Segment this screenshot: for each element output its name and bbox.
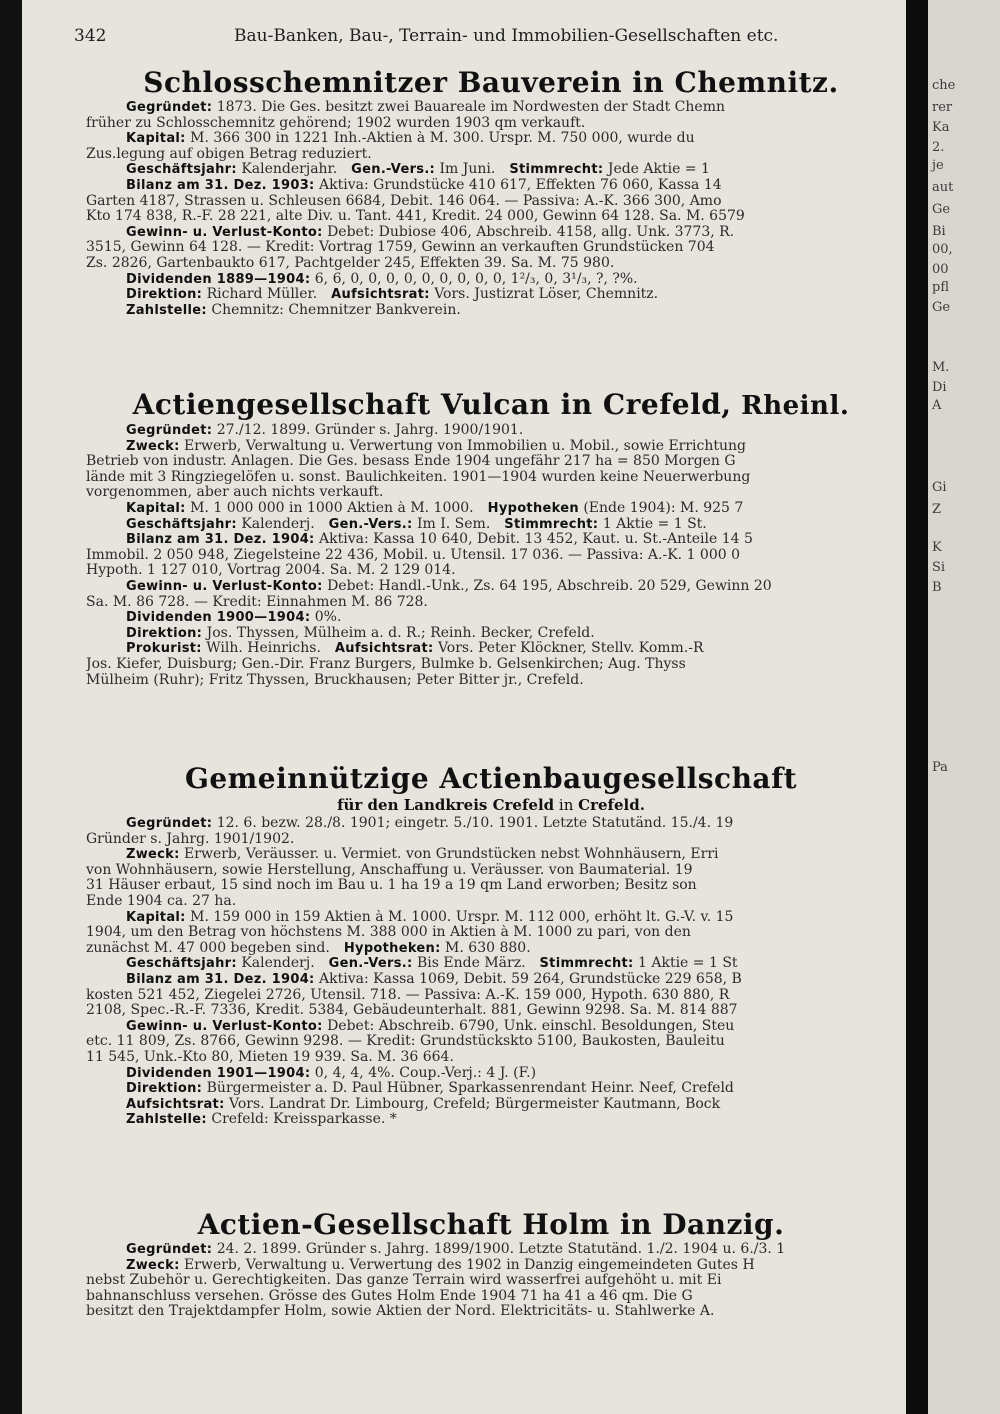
entry-label: Stimmrecht: xyxy=(504,516,599,532)
entry-line xyxy=(86,1289,896,1305)
entry-line xyxy=(86,925,896,941)
entry-line xyxy=(86,1050,896,1066)
entry-text: Mülheim (Ruhr); Fritz Thyssen, Bruckhausen; Peter Bitter jr., Crefeld. xyxy=(86,672,584,688)
entry-text: M. 366 300 in 1221 Inh.-Aktien à M. 300. Urspr. M. 750 000, wurde du xyxy=(185,131,695,147)
entry-label: Dividenden 1901—1904: xyxy=(126,1065,311,1081)
entry-label: Gegründet: xyxy=(126,816,213,831)
entry-text: 3515, Gewinn 64 128. — Kredit: Vortrag 1759, Gewinn an verkauften Grundstücken 704 xyxy=(86,240,715,256)
running-head xyxy=(74,26,866,48)
entry-label: Gegründet: xyxy=(126,1242,213,1257)
entry-line xyxy=(86,673,896,689)
entry-line xyxy=(86,972,896,988)
adjacent-page-fragment: A xyxy=(932,398,942,413)
entry-text: Jos. Kiefer, Duisburg; Gen.-Dir. Franz Burgers, Bulmke b. Gelsenkirchen; Aug. Thyss xyxy=(86,656,686,672)
entry-text: Aktiva: Grundstücke 410 617, Effekten 76 060, Kassa 14 xyxy=(314,177,722,193)
entry-text: bahnanschluss versehen. Grösse des Gutes Holm Ende 1904 71 ha 41 a 46 qm. Die G xyxy=(86,1288,693,1304)
entry-text: 24. 2. 1899. Gründer s. Jahrg. 1899/1900. Letzte Statutänd. 1./2. 1904 u. 6./3. 1 xyxy=(212,1242,786,1257)
entry-text: besitzt den Trajektdampfer Holm, sowie Aktien der Nord. Elektricitäts- u. Stahlwerke A. xyxy=(86,1304,715,1320)
entry-label: Gewinn- u. Verlust-Konto: xyxy=(126,224,323,240)
subtitle-part-a: für den Landkreis Crefeld xyxy=(337,796,555,814)
entry-text: 31 Häuser erbaut, 15 sind noch im Bau u. 1 ha 19 a 19 qm Land erworben; Besitz son xyxy=(86,878,697,894)
entry-text: Kalenderj. xyxy=(236,516,315,532)
company-title-suffix: Rheinl. xyxy=(731,391,850,421)
company-entry-schlosschemnitzer xyxy=(86,66,896,318)
entry-label: Geschäftsjahr: xyxy=(126,162,237,178)
entry-label: Prokurist: xyxy=(126,641,202,657)
entry-line xyxy=(86,131,896,147)
entry-text: 1 Aktie = 1 St. xyxy=(598,516,707,532)
entry-label: Aufsichtsrat: xyxy=(334,641,434,657)
company-entry-holm xyxy=(86,1208,896,1320)
adjacent-page-fragment: 00 xyxy=(932,262,949,277)
entry-text: Betrieb von industr. Anlagen. Die Ges. besass Ende 1904 ungefähr 217 ha = 850 Morgen G xyxy=(86,454,736,470)
adjacent-page-fragment: Ge xyxy=(932,300,951,315)
entry-line xyxy=(86,832,896,848)
entry-text: nebst Zubehör u. Gerechtigkeiten. Das ganze Terrain wird wasserfrei aufgehöht u. mit Ei xyxy=(86,1273,722,1289)
adjacent-page-fragment: je xyxy=(932,158,944,173)
entry-line xyxy=(86,1019,896,1035)
entry-line xyxy=(86,563,896,579)
entry-text: Erwerb, Verwaltung u. Verwertung von Immobilien u. Mobil., sowie Errichtung xyxy=(179,438,747,454)
entry-text: Bürgermeister a. D. Paul Hübner, Sparkassenrendant Heinr. Neef, Crefeld xyxy=(202,1081,734,1097)
entry-line xyxy=(86,423,896,439)
entry-text: 0%. xyxy=(310,610,342,626)
entry-text: Debet: Abschreib. 6790, Unk. einschl. Besoldungen, Steu xyxy=(322,1018,735,1034)
company-entry-gemeinnuetzige xyxy=(86,762,896,1128)
entry-label: Aufsichtsrat: xyxy=(331,287,430,303)
entry-line xyxy=(86,816,896,832)
entry-line xyxy=(86,287,896,303)
entry-line xyxy=(86,162,896,178)
book-page xyxy=(22,0,906,1414)
company-entry-vulcan xyxy=(86,388,896,688)
entry-text: Sa. M. 86 728. — Kredit: Einnahmen M. 86 728. xyxy=(86,594,428,610)
adjacent-page-fragment: Ge xyxy=(932,202,951,217)
entry-label: Zweck: xyxy=(126,847,180,863)
entry-text: Wilh. Heinrichs. xyxy=(201,641,321,657)
entry-text: etc. 11 809, Zs. 8766, Gewinn 9298. — Kredit: Grundstückskto 5100, Baukosten, Bauleitu xyxy=(86,1034,725,1050)
subtitle-part-c: Crefeld. xyxy=(578,796,645,814)
entry-line xyxy=(86,595,896,611)
entry-text: 1873. Die Ges. besitzt zwei Bauareale im Nordwesten der Stadt Chemn xyxy=(212,100,725,115)
page-number: 342 xyxy=(74,26,107,46)
entry-line xyxy=(86,941,896,957)
entry-label: Gegründet: xyxy=(126,423,213,438)
entry-label: Bilanz am 31. Dez. 1903: xyxy=(126,177,315,193)
entry-line xyxy=(86,517,896,533)
entry-text: Vors. Peter Klöckner, Stellv. Komm.-R xyxy=(433,641,704,657)
entry-line xyxy=(86,272,896,288)
entry-line xyxy=(86,1034,896,1050)
entry-line xyxy=(86,1003,896,1019)
entry-line xyxy=(86,470,896,486)
entry-line xyxy=(86,847,896,863)
entry-label: Zahlstelle: xyxy=(126,302,207,318)
entry-line xyxy=(86,956,896,972)
entry-text: zunächst M. 47 000 begeben sind. xyxy=(86,940,330,956)
entry-label: Dividenden 1900—1904: xyxy=(126,610,311,626)
entry-text: Im I. Sem. xyxy=(412,516,491,532)
entry-line xyxy=(86,1097,896,1113)
entry-line xyxy=(86,240,896,256)
entry-text: M. 1 000 000 in 1000 Aktien à M. 1000. xyxy=(185,500,474,516)
entry-line xyxy=(86,256,896,272)
entry-text: Jos. Thyssen, Mülheim a. d. R.; Reinh. Becker, Crefeld. xyxy=(202,625,595,641)
adjacent-page-fragment: Di xyxy=(932,380,947,395)
adjacent-page-fragment: che xyxy=(932,78,956,93)
entry-label: Gen.-Vers.: xyxy=(328,516,413,532)
entry-line xyxy=(86,1304,896,1320)
entry-line xyxy=(86,194,896,210)
entry-text: kosten 521 452, Ziegelei 2726, Utensil. 718. — Passiva: A.-K. 159 000, Hypoth. 630 880, R xyxy=(86,987,730,1003)
adjacent-page-fragment: Pa xyxy=(932,760,948,775)
entry-label: Geschäftsjahr: xyxy=(126,516,237,532)
entry-text: Zs. 2826, Gartenbaukto 617, Pachtgelder 245, Effekten 39. Sa. M. 75 980. xyxy=(86,255,615,271)
entry-text: vorgenommen, aber auch nichts verkauft. xyxy=(86,485,384,501)
adjacent-page-fragment: M. xyxy=(932,360,950,375)
entry-text: Kalenderjahr. xyxy=(236,162,338,178)
adjacent-page-fragment: B xyxy=(932,580,942,595)
entry-text: M. 159 000 in 159 Aktien à M. 1000. Urspr. M. 112 000, erhöht lt. G.-V. v. 15 xyxy=(185,909,734,925)
entry-line xyxy=(86,1081,896,1097)
entry-line xyxy=(86,1258,896,1274)
entry-label: Zweck: xyxy=(126,1257,180,1273)
entry-body xyxy=(86,100,896,318)
entry-label: Aufsichtsrat: xyxy=(126,1096,225,1112)
entry-label: Gewinn- u. Verlust-Konto: xyxy=(126,578,323,594)
company-title: Actien-Gesellschaft Holm in Danzig. xyxy=(197,1208,785,1241)
entry-text: M. 630 880. xyxy=(440,940,531,956)
entry-line xyxy=(86,209,896,225)
adjacent-page-fragment: 00, xyxy=(932,242,953,257)
entry-text: Vors. Justizrat Löser, Chemnitz. xyxy=(429,287,659,303)
entry-text: Richard Müller. xyxy=(202,287,318,303)
entry-line xyxy=(86,910,896,926)
entry-line xyxy=(86,988,896,1004)
entry-label: Geschäftsjahr: xyxy=(126,956,237,972)
adjacent-page-fragment: pfl xyxy=(932,280,949,295)
entry-line xyxy=(86,863,896,879)
company-title: Gemeinnützige Actienbaugesellschaft xyxy=(184,762,798,795)
entry-text: früher zu Schlosschemnitz gehörend; 1902 wurden 1903 qm verkauft. xyxy=(86,115,586,131)
entry-body xyxy=(86,816,896,1128)
entry-line xyxy=(86,100,896,116)
entry-text: 1904, um den Betrag von höchstens M. 388 000 in Aktien à M. 1000 zu pari, von den xyxy=(86,925,691,941)
adjacent-page-fragment: Si xyxy=(932,560,946,575)
adjacent-page-fragment: Bi xyxy=(932,224,946,239)
entry-label: Zahlstelle: xyxy=(126,1112,207,1128)
entry-line xyxy=(86,1273,896,1289)
entry-text: Chemnitz: Chemnitzer Bankverein. xyxy=(206,302,461,318)
entry-text: 27./12. 1899. Gründer s. Jahrg. 1900/1901. xyxy=(212,423,524,438)
entry-label: Kapital: xyxy=(126,500,186,516)
adjacent-page-fragment: Z xyxy=(932,502,942,517)
entry-text: Bis Ende März. xyxy=(412,956,526,972)
entry-text: Im Juni. xyxy=(435,162,496,178)
entry-text: 0, 4, 4, 4%. Coup.-Verj.: 4 J. (F.) xyxy=(310,1065,537,1081)
adjacent-page-fragment: K xyxy=(932,540,942,555)
entry-line xyxy=(86,894,896,910)
entry-text: Crefeld: Kreissparkasse. * xyxy=(206,1112,397,1128)
entry-text: Gründer s. Jahrg. 1901/1902. xyxy=(86,831,295,847)
entry-text: Aktiva: Kassa 1069, Debit. 59 264, Grundstücke 229 658, B xyxy=(314,971,742,987)
entry-body xyxy=(86,1242,896,1320)
subtitle-part-b: in xyxy=(554,796,579,814)
entry-label: Zweck: xyxy=(126,438,180,454)
entry-label: Gen.-Vers.: xyxy=(351,162,436,178)
entry-text: Erwerb, Veräusser. u. Vermiet. von Grundstücken nebst Wohnhäusern, Erri xyxy=(179,847,719,863)
company-subtitle xyxy=(86,796,896,814)
entry-text: 2108, Spec.-R.-F. 7336, Kredit. 5384, Gebäudeunterhalt. 881, Gewinn 9298. Sa. M. 814 887 xyxy=(86,1003,738,1019)
entry-label: Direktion: xyxy=(126,287,203,303)
entry-line xyxy=(86,178,896,194)
entry-line xyxy=(86,1112,896,1128)
entry-line xyxy=(86,579,896,595)
entry-label: Kapital: xyxy=(126,131,186,147)
adjacent-page-fragment: aut xyxy=(932,180,954,195)
entry-text: Kalenderj. xyxy=(236,956,315,972)
adjacent-page-fragment: 2. xyxy=(932,140,945,155)
entry-text: Debet: Handl.-Unk., Zs. 64 195, Abschreib. 20 529, Gewinn 20 xyxy=(322,578,772,594)
entry-text: Zus.legung auf obigen Betrag reduziert. xyxy=(86,146,372,162)
entry-text: Jede Aktie = 1 xyxy=(603,162,710,178)
entry-line xyxy=(86,1066,896,1082)
entry-label: Stimmrecht: xyxy=(539,956,634,972)
entry-label: Hypotheken xyxy=(487,500,579,516)
entry-text: Debet: Dubiose 406, Abschreib. 4158, allg. Unk. 3773, R. xyxy=(322,224,735,240)
entry-text: 11 545, Unk.-Kto 80, Mieten 19 939. Sa. M. 36 664. xyxy=(86,1049,454,1065)
page-gutter xyxy=(906,0,928,1414)
entry-text: lände mit 3 Ringziegelöfen u. sonst. Baulichkeiten. 1901—1904 wurden keine Neuerwerbung xyxy=(86,469,751,485)
entry-label: Direktion: xyxy=(126,1081,203,1097)
entry-label: Gen.-Vers.: xyxy=(328,956,413,972)
entry-text: Hypoth. 1 127 010, Vortrag 2004. Sa. M. 2 129 014. xyxy=(86,563,456,579)
company-title: Schlosschemnitzer Bauverein in Chemnitz. xyxy=(143,66,839,99)
entry-text: (Ende 1904): M. 925 7 xyxy=(578,500,744,516)
entry-line xyxy=(86,657,896,673)
adjacent-page-edge xyxy=(928,0,1000,1414)
entry-line xyxy=(86,439,896,455)
adjacent-page-fragment: rer xyxy=(932,100,953,115)
entry-text: 1 Aktie = 1 St xyxy=(633,956,738,972)
entry-text: Aktiva: Kassa 10 640, Debit. 13 452, Kaut. u. St.-Anteile 14 5 xyxy=(314,532,753,548)
entry-label: Bilanz am 31. Dez. 1904: xyxy=(126,971,315,987)
entry-text: Ende 1904 ca. 27 ha. xyxy=(86,893,237,909)
entry-line xyxy=(86,548,896,564)
entry-label: Stimmrecht: xyxy=(509,162,604,178)
adjacent-page-fragment: Ka xyxy=(932,120,950,135)
entry-label: Gegründet: xyxy=(126,100,213,115)
company-title-main: Actiengesellschaft Vulcan in Crefeld, xyxy=(132,388,732,421)
entry-line xyxy=(86,1242,896,1258)
entry-line xyxy=(86,147,896,163)
running-title: Bau-Banken, Bau-, Terrain- und Immobilien-Gesellschaften etc. xyxy=(234,26,779,46)
entry-line xyxy=(86,485,896,501)
entry-line xyxy=(86,454,896,470)
adjacent-page-fragment: Gi xyxy=(932,480,947,495)
entry-line xyxy=(86,225,896,241)
entry-line xyxy=(86,303,896,319)
entry-line xyxy=(86,610,896,626)
entry-label: Gewinn- u. Verlust-Konto: xyxy=(126,1018,323,1034)
entry-line xyxy=(86,878,896,894)
company-title xyxy=(86,388,896,423)
entry-text: 12. 6. bezw. 28./8. 1901; eingetr. 5./10. 1901. Letzte Statutänd. 15./4. 19 xyxy=(212,816,734,831)
entry-text: Erwerb, Verwaltung u. Verwertung des 1902 in Danzig eingemeindeten Gutes H xyxy=(179,1257,755,1273)
entry-text: von Wohnhäusern, sowie Herstellung, Anschaffung u. Veräusser. von Baumaterial. 19 xyxy=(86,862,693,878)
entry-body xyxy=(86,423,896,688)
entry-line xyxy=(86,626,896,642)
entry-label: Dividenden 1889—1904: xyxy=(126,271,311,287)
entry-line xyxy=(86,641,896,657)
entry-text: Garten 4187, Strassen u. Schleusen 6684, Debit. 146 064. — Passiva: A.-K. 366 300, Amo xyxy=(86,193,722,209)
entry-line xyxy=(86,116,896,132)
entry-text: Kto 174 838, R.-F. 28 221, alte Div. u. Tant. 441, Kredit. 24 000, Gewinn 64 128. Sa. M. 6579 xyxy=(86,209,745,225)
entry-label: Kapital: xyxy=(126,909,186,925)
entry-text: Immobil. 2 050 948, Ziegelsteine 22 436, Mobil. u. Utensil. 17 036. — Passiva: A.-K. 1 000 0 xyxy=(86,547,741,563)
entry-line xyxy=(86,532,896,548)
entry-label: Bilanz am 31. Dez. 1904: xyxy=(126,532,315,548)
entry-text: 6, 6, 0, 0, 0, 0, 0, 0, 0, 0, 0, 1²/₃, 0, 3¹/₃, ?, ?%. xyxy=(310,271,638,287)
entry-line xyxy=(86,501,896,517)
entry-text: Vors. Landrat Dr. Limbourg, Crefeld; Bürgermeister Kautmann, Bock xyxy=(224,1096,721,1112)
entry-label: Hypotheken: xyxy=(343,940,441,956)
entry-label: Direktion: xyxy=(126,625,203,641)
